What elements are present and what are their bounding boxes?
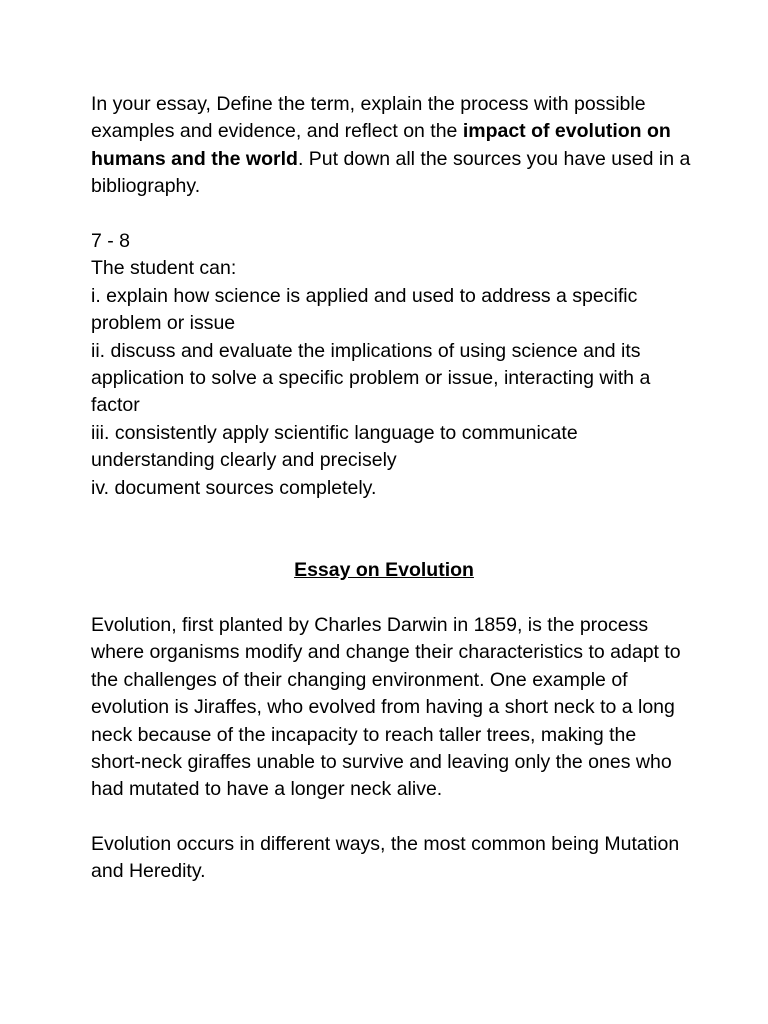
criteria-item: i. explain how science is applied and used to address a specific problem or issue <box>91 284 638 335</box>
criteria-item: ii. discuss and evaluate the implications of using science and its application to solve a specific problem or issue, interacting with a factor <box>91 339 651 417</box>
criteria-band: 7 - 8 <box>91 230 131 252</box>
intro-emphasis: impact of evolution on humans and the world <box>91 120 671 170</box>
intro-paragraph <box>91 91 691 201</box>
essay-paragraph: Evolution occurs in different ways, the most common being Mutation and Heredity. <box>91 833 680 883</box>
criteria-item: iii. consistently apply scientific language to communicate understanding clearly and precisely <box>91 421 578 472</box>
criteria-lead: The student can: <box>91 257 237 280</box>
essay-paragraph: Evolution, first planted by Charles Darwin in 1859, is the process where organisms modify and change their characteristics to adapt to the challenges of their changing environment. One example of evolution is Jiraffes, who evolved from having a short neck to a long neck because of the incapacity to reach taller trees, making the short-neck giraffes unable to survive and leaving only the ones who had mutated to have a longer neck alive. <box>91 614 681 801</box>
intro-text-end: . Put down all the sources you have used in a bibliography. <box>91 147 691 198</box>
intro-text-start: In your essay, Define the term, explain the process with possible examples and evidence, and reflect on the <box>91 93 646 143</box>
essay-title: Essay on Evolution <box>294 559 474 581</box>
criteria-block <box>91 228 691 502</box>
criteria-item: iv. document sources completely. <box>91 476 377 499</box>
